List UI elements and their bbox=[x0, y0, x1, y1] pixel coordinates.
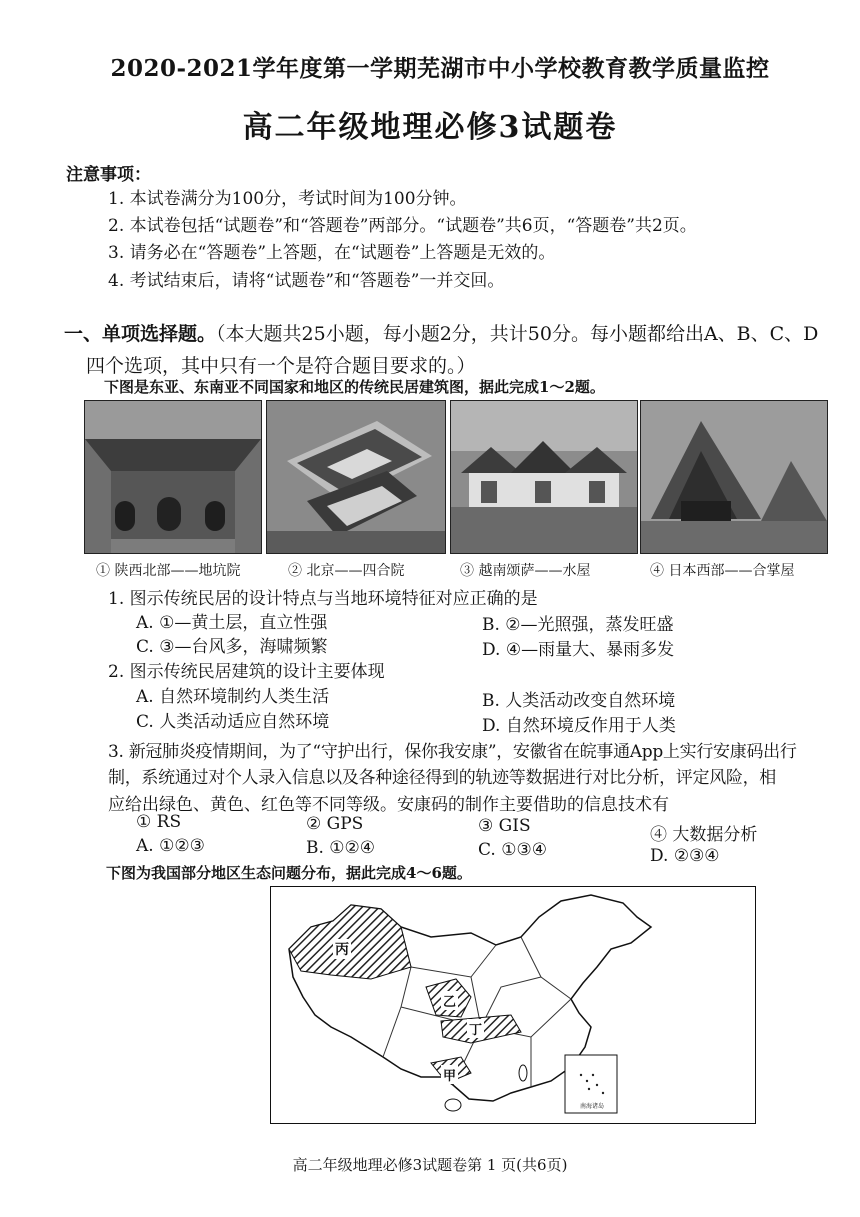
photo-caption-4: ④ 日本西部——合掌屋 bbox=[650, 563, 795, 579]
exam-header-line1: 2020-2021学年度第一学期芜湖市中小学校教育教学质量监控 bbox=[110, 55, 770, 82]
map-label-ding: 丁 bbox=[467, 1019, 484, 1038]
map-intro: 下图为我国部分地区生态问题分布，据此完成4～6题。 bbox=[106, 864, 472, 882]
q3-statement-2: ② GPS bbox=[306, 814, 364, 834]
q3-statement-4: ④ 大数据分析 bbox=[650, 825, 758, 845]
photo-dikengyuan bbox=[84, 400, 262, 554]
section-description: （本大题共25小题，每小题2分，共计50分。每小题都给出A、B、C、D bbox=[216, 323, 819, 345]
q1-option-a: A. ①—黄土层，直立性强 bbox=[136, 613, 328, 633]
q1-option-c: C. ③—台风多，海啸频繁 bbox=[136, 637, 328, 657]
map-inset-label: 南海诸岛 bbox=[579, 1103, 604, 1110]
q1-option-d: D. ④—雨量大、暴雨多发 bbox=[482, 640, 675, 660]
map-label-jia: 甲 bbox=[441, 1065, 458, 1084]
notice-item: 4. 考试结束后，请将“试题卷”和“答题卷”一并交回。 bbox=[108, 271, 505, 291]
q3-option-b: B. ①②④ bbox=[306, 838, 376, 858]
question-3-line-2: 制，系统通过对个人录入信息以及各种途径得到的轨迹等数据进行对比分析，评定风险，相 bbox=[108, 768, 776, 788]
photo-caption-1: ① 陕西北部——地坑院 bbox=[96, 563, 241, 579]
question-3-line-3: 应给出绿色、黄色、红色等不同等级。安康码的制作主要借助的信息技术有 bbox=[108, 795, 669, 815]
q2-option-d: D. 自然环境反作用于人类 bbox=[482, 716, 676, 736]
section-number: 一、单项选择题。 bbox=[64, 323, 217, 345]
map-label-bing: 丙 bbox=[333, 939, 351, 959]
q2-option-b: B. 人类活动改变自然环境 bbox=[482, 691, 676, 711]
photo-intro: 下图是东亚、东南亚不同国家和地区的传统民居建筑图，据此完成1～2题。 bbox=[104, 378, 605, 396]
photo-gassho-house bbox=[640, 400, 828, 554]
q3-option-c: C. ①③④ bbox=[478, 840, 547, 860]
map-label-yi: 乙 bbox=[441, 991, 458, 1010]
question-1-stem: 1. 图示传统民居的设计特点与当地环境特征对应正确的是 bbox=[108, 589, 538, 609]
q2-option-c: C. 人类活动适应自然环境 bbox=[136, 712, 330, 732]
notice-item: 1. 本试卷满分为100分，考试时间为100分钟。 bbox=[108, 189, 467, 209]
photo-siheyuan bbox=[266, 400, 446, 554]
question-3-line-1: 3. 新冠肺炎疫情期间，为了“守护出行，保你我安康”，安徽省在皖事通App上实行安康码出行 bbox=[108, 742, 797, 762]
notice-item: 2. 本试卷包括“试题卷”和“答题卷”两部分。“试题卷”共6页，“答题卷”共2页。 bbox=[108, 216, 697, 236]
q3-option-d: D. ②③④ bbox=[650, 846, 720, 866]
exam-title: 高二年级地理必修3试题卷 bbox=[242, 110, 618, 145]
q3-statement-3: ③ GIS bbox=[478, 816, 531, 836]
photo-caption-2: ② 北京——四合院 bbox=[288, 563, 405, 579]
question-2-stem: 2. 图示传统民居建筑的设计主要体现 bbox=[108, 662, 385, 682]
photo-caption-3: ③ 越南颂萨——水屋 bbox=[460, 563, 591, 579]
q3-option-a: A. ①②③ bbox=[136, 836, 205, 856]
q2-option-a: A. 自然环境制约人类生活 bbox=[136, 687, 330, 707]
notice-title: 注意事项： bbox=[66, 165, 151, 185]
q1-option-b: B. ②—光照强，蒸发旺盛 bbox=[482, 615, 674, 635]
page-footer: 高二年级地理必修3试题卷第 1 页(共6页) bbox=[292, 1156, 568, 1174]
china-ecology-map bbox=[270, 886, 756, 1124]
notice-item: 3. 请务必在“答题卷”上答题，在“试题卷”上答题是无效的。 bbox=[108, 243, 556, 263]
q3-statement-1: ① RS bbox=[136, 812, 182, 832]
section-heading bbox=[64, 318, 854, 382]
photo-water-house bbox=[450, 400, 638, 554]
section-description-2: 四个选项，其中只有一个是符合题目要求的。） bbox=[86, 355, 476, 377]
